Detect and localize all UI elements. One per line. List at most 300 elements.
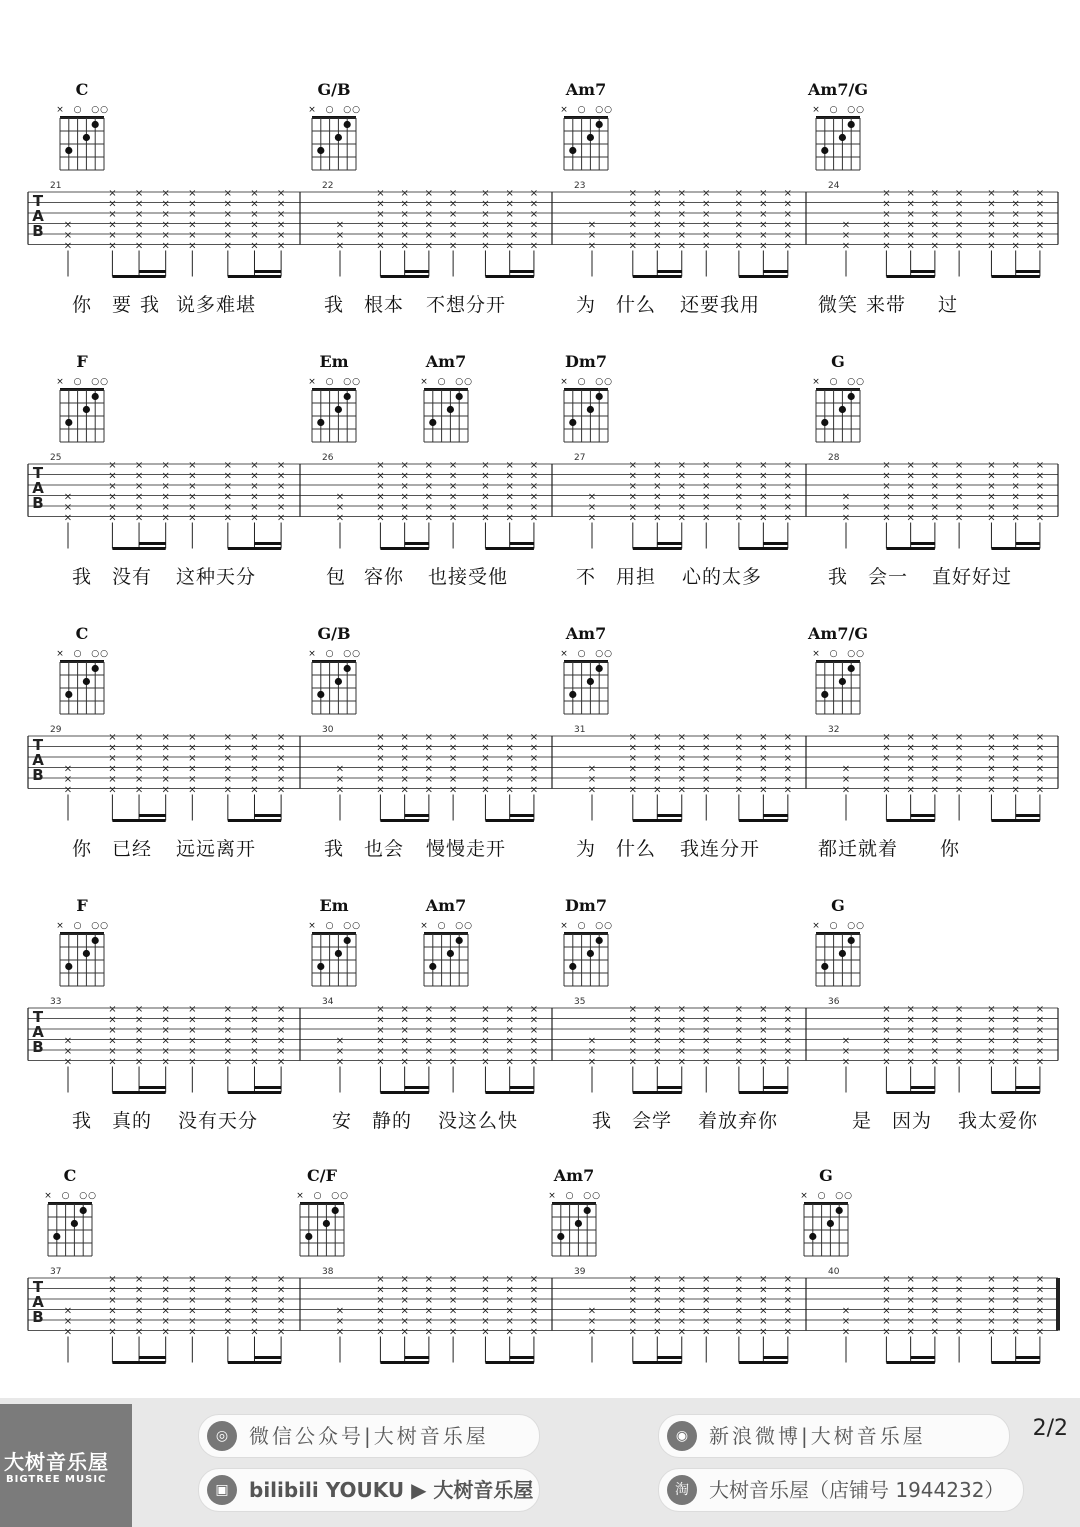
- tab-mute-mark: ×: [1011, 512, 1020, 524]
- tab-mute-mark: ×: [134, 198, 144, 210]
- tab-mute-mark: ×: [954, 763, 964, 775]
- tab-mute-mark: ×: [161, 512, 170, 524]
- tab-mute-mark: ×: [424, 1326, 434, 1338]
- chord-dot: [83, 950, 90, 957]
- tab-mute-mark: ×: [161, 198, 170, 210]
- measure-number: 33: [50, 997, 62, 1007]
- tab-mute-mark: ×: [653, 774, 662, 785]
- chord-dot: [575, 1220, 582, 1227]
- tab-mute-mark: ×: [161, 470, 170, 482]
- chord-open-mark: ○: [73, 649, 82, 659]
- tab-mute-mark: ×: [250, 481, 259, 492]
- chord-dot: [587, 406, 594, 413]
- chord-diagram: [786, 1166, 866, 1258]
- chord-diagram: [42, 624, 122, 716]
- tab-mute-mark: ×: [276, 1025, 286, 1036]
- tab-mute-mark: ×: [108, 1326, 117, 1338]
- tab-mute-mark: ×: [134, 481, 144, 492]
- tab-mute-mark: ×: [376, 1046, 385, 1057]
- tab-mute-mark: ×: [481, 1046, 490, 1057]
- tab-mute-mark: ×: [250, 1284, 259, 1296]
- tab-mute-mark: ×: [759, 1004, 768, 1015]
- tab-mute-mark: ×: [134, 230, 144, 241]
- lyric-text: 容你: [364, 566, 405, 588]
- tab-mute-mark: ×: [783, 188, 793, 199]
- tab-mute-mark: ×: [841, 1305, 851, 1317]
- tab-mute-mark: ×: [1035, 512, 1045, 524]
- tab-mute-mark: ×: [882, 209, 891, 220]
- tab-mute-mark: ×: [161, 753, 170, 764]
- tab-mute-mark: ×: [134, 1035, 144, 1047]
- chord-grid: [42, 644, 122, 716]
- tab-mute-mark: ×: [223, 1025, 233, 1036]
- chord-grid: [294, 100, 374, 172]
- chord-diagram: [406, 896, 486, 988]
- tab-mute-mark: ×: [276, 1326, 286, 1338]
- chord-grid: [294, 372, 374, 444]
- tab-mute-mark: ×: [1035, 1046, 1045, 1057]
- tab-mute-mark: ×: [677, 198, 686, 210]
- tab-mute-mark: ×: [759, 219, 768, 231]
- chord-grid: [42, 916, 122, 988]
- tab-mute-mark: ×: [108, 1014, 117, 1026]
- tab-mute-mark: ×: [376, 512, 385, 524]
- chord-dot: [848, 937, 855, 944]
- tab-mute-mark: ×: [108, 1035, 117, 1047]
- tab-mute-mark: ×: [906, 1014, 915, 1026]
- tab-mute-mark: ×: [759, 470, 768, 482]
- chord-open-mark: ○: [595, 921, 604, 931]
- tab-mute-mark: ×: [188, 753, 197, 764]
- tab-mute-mark: ×: [250, 1295, 259, 1306]
- lyric-text: 着放弃你: [698, 1110, 779, 1132]
- tab-mute-mark: ×: [987, 481, 996, 492]
- tab-mute-mark: ×: [987, 1004, 996, 1015]
- lyric-text: 你: [72, 838, 93, 860]
- measure-number: 35: [574, 997, 586, 1007]
- tab-mute-mark: ×: [734, 460, 744, 471]
- tab-mute-mark: ×: [702, 1316, 711, 1327]
- chord-diagram: [546, 80, 626, 172]
- tab-mute-mark: ×: [223, 1295, 233, 1306]
- measure-number: 40: [828, 1267, 840, 1277]
- chord-dot: [569, 963, 576, 970]
- tab-mute-mark: ×: [223, 512, 233, 524]
- tab-mute-mark: ×: [376, 491, 385, 503]
- tab-mute-mark: ×: [134, 1316, 144, 1327]
- lyric-text: 为: [576, 294, 597, 316]
- tab-mute-mark: ×: [250, 230, 259, 241]
- tab-mute-mark: ×: [783, 1014, 793, 1026]
- tab-mute-mark: ×: [759, 1326, 768, 1338]
- tab-mute-mark: ×: [250, 763, 259, 775]
- tab-mute-mark: ×: [954, 1035, 964, 1047]
- tab-mute-mark: ×: [1035, 1014, 1045, 1026]
- tab-mute-mark: ×: [529, 753, 539, 764]
- tab-mute-mark: ×: [628, 1046, 637, 1057]
- tab-mute-mark: ×: [223, 188, 233, 199]
- tab-mute-mark: ×: [759, 774, 768, 785]
- tab-mute-mark: ×: [906, 732, 915, 743]
- tab-mute-mark: ×: [628, 1295, 637, 1306]
- tab-mute-mark: ×: [335, 240, 345, 252]
- tab-mute-mark: ×: [376, 1056, 385, 1068]
- tab-mute-mark: ×: [882, 1274, 891, 1285]
- chord-open-mark: ○: [592, 1191, 600, 1201]
- tab-mute-mark: ×: [448, 512, 458, 524]
- chord-open-mark: ×: [56, 649, 64, 659]
- tab-mute-mark: ×: [63, 512, 73, 524]
- tab-mute-mark: ×: [250, 460, 259, 471]
- tab-mute-mark: ×: [1035, 219, 1045, 231]
- tab-mute-mark: ×: [783, 1316, 793, 1327]
- tab-mute-mark: ×: [906, 774, 915, 785]
- tab-mute-mark: ×: [134, 784, 144, 796]
- chord-open-mark: ○: [604, 649, 612, 659]
- chord-dot: [836, 1207, 843, 1214]
- tab-mute-mark: ×: [424, 188, 434, 199]
- tab-mute-mark: ×: [783, 1326, 793, 1338]
- wechat-text: 微信公众号|大树音乐屋: [249, 1424, 489, 1448]
- tab-mute-mark: ×: [223, 230, 233, 241]
- tab-mute-mark: ×: [1011, 198, 1020, 210]
- tab-clef-letter: B: [32, 1308, 44, 1326]
- tab-mute-mark: ×: [702, 1056, 711, 1068]
- lyric-text: 慢慢走开: [426, 838, 507, 860]
- tab-mute-mark: ×: [954, 512, 964, 524]
- tab-mute-mark: ×: [882, 512, 891, 524]
- tab-mute-mark: ×: [987, 763, 996, 775]
- tab-mute-mark: ×: [188, 1035, 197, 1047]
- chord-dot: [821, 419, 828, 426]
- tab-mute-mark: ×: [481, 502, 490, 513]
- chord-dot: [809, 1233, 816, 1240]
- lyric-text: 安: [332, 1110, 353, 1132]
- chord-open-mark: ○: [829, 377, 838, 387]
- chord-dot: [429, 963, 436, 970]
- tab-mute-mark: ×: [702, 753, 711, 764]
- tab-mute-mark: ×: [188, 198, 197, 210]
- tab-mute-mark: ×: [276, 230, 286, 241]
- chord-diagram: [42, 80, 122, 172]
- tab-mute-mark: ×: [734, 1316, 744, 1327]
- chord-grid: [786, 1186, 866, 1258]
- tab-mute-mark: ×: [759, 1295, 768, 1306]
- tab-mute-mark: ×: [481, 188, 490, 199]
- footer-bar: [0, 1398, 1080, 1527]
- tab-mute-mark: ×: [505, 1046, 514, 1057]
- tab-mute-mark: ×: [108, 230, 117, 241]
- tab-mute-mark: ×: [276, 1305, 286, 1317]
- tab-mute-mark: ×: [954, 230, 964, 241]
- tab-mute-mark: ×: [529, 481, 539, 492]
- tab-mute-mark: ×: [677, 763, 686, 775]
- tab-mute-mark: ×: [930, 1056, 940, 1068]
- lyric-text: 什么: [616, 838, 657, 860]
- tab-mute-mark: ×: [954, 470, 964, 482]
- tab-mute-mark: ×: [400, 502, 409, 513]
- tab-mute-mark: ×: [505, 240, 514, 252]
- tab-mute-mark: ×: [63, 784, 73, 796]
- tab-mute-mark: ×: [702, 763, 711, 775]
- tab-mute-mark: ×: [400, 512, 409, 524]
- lyric-text: 没有: [112, 566, 153, 588]
- tab-mute-mark: ×: [734, 1035, 744, 1047]
- tab-mute-mark: ×: [930, 763, 940, 775]
- tab-mute-mark: ×: [930, 1004, 940, 1015]
- tab-mute-mark: ×: [424, 491, 434, 503]
- tab-mute-mark: ×: [930, 1316, 940, 1327]
- chord-open-mark: ○: [343, 921, 352, 931]
- chord-open-mark: ×: [812, 105, 820, 115]
- tab-mute-mark: ×: [783, 1025, 793, 1036]
- tab-mute-mark: ×: [587, 1035, 597, 1047]
- tab-mute-mark: ×: [759, 1046, 768, 1057]
- chord-name: Am7: [425, 896, 467, 915]
- tab-mute-mark: ×: [276, 491, 286, 503]
- tab-mute-mark: ×: [424, 1295, 434, 1306]
- tab-mute-mark: ×: [734, 742, 744, 754]
- tab-mute-mark: ×: [108, 732, 117, 743]
- tab-mute-mark: ×: [108, 1004, 117, 1015]
- tab-mute-mark: ×: [505, 209, 514, 220]
- tab-mute-mark: ×: [529, 1284, 539, 1296]
- tab-mute-mark: ×: [734, 1056, 744, 1068]
- tab-mute-mark: ×: [376, 460, 385, 471]
- chord-grid: [798, 916, 878, 988]
- tab-mute-mark: ×: [987, 753, 996, 764]
- tab-mute-mark: ×: [400, 491, 409, 503]
- measure-number: 21: [50, 181, 62, 191]
- chord-dot: [332, 1207, 339, 1214]
- tab-mute-mark: ×: [188, 512, 197, 524]
- tab-mute-mark: ×: [376, 763, 385, 775]
- tab-mute-mark: ×: [783, 1056, 793, 1068]
- tab-mute-mark: ×: [677, 784, 686, 796]
- tab-mute-mark: ×: [930, 742, 940, 754]
- tab-mute-mark: ×: [448, 1326, 458, 1338]
- tab-mute-mark: ×: [702, 198, 711, 210]
- tab-mute-mark: ×: [930, 1046, 940, 1057]
- tab-mute-mark: ×: [376, 732, 385, 743]
- tab-mute-mark: ×: [108, 470, 117, 482]
- tab-mute-mark: ×: [702, 230, 711, 241]
- tab-mute-mark: ×: [161, 1305, 170, 1317]
- tab-mute-mark: ×: [400, 460, 409, 471]
- tab-mute-mark: ×: [505, 1004, 514, 1015]
- chord-diagram: [534, 1166, 614, 1258]
- tab-mute-mark: ×: [1035, 1035, 1045, 1047]
- tab-mute-mark: ×: [841, 219, 851, 231]
- tab-mute-mark: ×: [108, 209, 117, 220]
- tab-mute-mark: ×: [930, 1305, 940, 1317]
- tab-mute-mark: ×: [653, 1004, 662, 1015]
- tab-mute-mark: ×: [223, 763, 233, 775]
- tab-mute-mark: ×: [906, 784, 915, 796]
- tab-mute-mark: ×: [63, 1056, 73, 1068]
- tab-mute-mark: ×: [400, 219, 409, 231]
- tab-mute-mark: ×: [1011, 1035, 1020, 1047]
- tab-clef-letter: A: [32, 207, 44, 225]
- lyric-text: 我: [324, 294, 345, 316]
- tab-mute-mark: ×: [250, 784, 259, 796]
- tab-mute-mark: ×: [529, 230, 539, 241]
- tab-mute-mark: ×: [400, 1056, 409, 1068]
- tab-mute-mark: ×: [529, 784, 539, 796]
- tab-mute-mark: ×: [677, 470, 686, 482]
- tab-mute-mark: ×: [134, 460, 144, 471]
- tab-mute-mark: ×: [759, 230, 768, 241]
- tab-clef-letter: B: [32, 494, 44, 512]
- tab-mute-mark: ×: [188, 470, 197, 482]
- lyric-text: 也接受他: [428, 566, 509, 588]
- tab-mute-mark: ×: [759, 1035, 768, 1047]
- chord-open-mark: ○: [829, 921, 838, 931]
- tab-mute-mark: ×: [930, 240, 940, 252]
- tab-mute-mark: ×: [276, 460, 286, 471]
- tab-mute-mark: ×: [930, 732, 940, 743]
- chord-open-mark: ○: [325, 921, 334, 931]
- tab-clef-letter: A: [32, 1293, 44, 1311]
- tab-mute-mark: ×: [400, 230, 409, 241]
- tab-mute-mark: ×: [134, 1004, 144, 1015]
- tab-mute-mark: ×: [424, 784, 434, 796]
- tab-mute-mark: ×: [188, 1284, 197, 1296]
- tab-mute-mark: ×: [376, 1284, 385, 1296]
- chord-open-mark: ○: [847, 377, 856, 387]
- tab-mute-mark: ×: [587, 1316, 597, 1327]
- tab-mute-mark: ×: [628, 188, 637, 199]
- lyric-text: 包: [326, 566, 347, 588]
- tab-mute-mark: ×: [250, 1274, 259, 1285]
- tab-mute-mark: ×: [653, 1305, 662, 1317]
- tab-mute-mark: ×: [529, 219, 539, 231]
- tab-mute-mark: ×: [448, 732, 458, 743]
- tab-mute-mark: ×: [1011, 1025, 1020, 1036]
- lyric-text: 也会: [364, 838, 405, 860]
- measure-number: 23: [574, 181, 586, 191]
- tab-mute-mark: ×: [250, 198, 259, 210]
- taobao-icon: 淘: [667, 1475, 697, 1505]
- tab-mute-mark: ×: [134, 1046, 144, 1057]
- tab-clef-letter: B: [32, 766, 44, 784]
- tab-mute-mark: ×: [529, 1035, 539, 1047]
- chord-name: Am7: [553, 1166, 595, 1185]
- chord-open-mark: ×: [560, 921, 568, 931]
- chord-open-mark: ○: [856, 649, 864, 659]
- lyric-text: 我连分开: [680, 838, 761, 860]
- tab-mute-mark: ×: [505, 1025, 514, 1036]
- tab-mute-mark: ×: [702, 732, 711, 743]
- tab-mute-mark: ×: [677, 1046, 686, 1057]
- lyric-text: 会一: [868, 566, 909, 588]
- chord-dot: [335, 406, 342, 413]
- chord-grid: [294, 916, 374, 988]
- tab-mute-mark: ×: [448, 1284, 458, 1296]
- measure-number: 36: [828, 997, 840, 1007]
- tab-mute-mark: ×: [882, 763, 891, 775]
- chord-diagram: [546, 352, 626, 444]
- tab-mute-mark: ×: [400, 470, 409, 482]
- tab-mute-mark: ×: [987, 784, 996, 796]
- tab-mute-mark: ×: [677, 1274, 686, 1285]
- tab-mute-mark: ×: [587, 1056, 597, 1068]
- tab-mute-mark: ×: [841, 512, 851, 524]
- measure-number: 27: [574, 453, 586, 463]
- tab-mute-mark: ×: [250, 1316, 259, 1327]
- tab-mute-mark: ×: [587, 491, 597, 503]
- tab-mute-mark: ×: [223, 1326, 233, 1338]
- tab-mute-mark: ×: [424, 240, 434, 252]
- tab-mute-mark: ×: [987, 1025, 996, 1036]
- tab-clef-letter: A: [32, 751, 44, 769]
- tab-mute-mark: ×: [677, 1025, 686, 1036]
- wechat-icon: ◎: [207, 1421, 237, 1451]
- tab-mute-mark: ×: [448, 198, 458, 210]
- brand-name-cn: 大树音乐屋: [4, 1450, 109, 1474]
- tab-mute-mark: ×: [448, 1274, 458, 1285]
- tab-mute-mark: ×: [677, 1295, 686, 1306]
- tab-mute-mark: ×: [987, 209, 996, 220]
- chord-diagram: [294, 80, 374, 172]
- tab-mute-mark: ×: [653, 460, 662, 471]
- chord-name: G: [831, 896, 845, 915]
- shop-pill: [658, 1468, 1024, 1512]
- tab-mute-mark: ×: [223, 481, 233, 492]
- tab-mute-mark: ×: [134, 1295, 144, 1306]
- tab-mute-mark: ×: [930, 491, 940, 503]
- tab-mute-mark: ×: [505, 198, 514, 210]
- tab-mute-mark: ×: [250, 209, 259, 220]
- tab-mute-mark: ×: [628, 209, 637, 220]
- page-number: 2/2: [1032, 1416, 1068, 1441]
- tab-mute-mark: ×: [783, 742, 793, 754]
- tab-mute-mark: ×: [400, 198, 409, 210]
- tab-mute-mark: ×: [1011, 1056, 1020, 1068]
- tab-mute-mark: ×: [400, 742, 409, 754]
- tab-mute-mark: ×: [783, 481, 793, 492]
- tab-mute-mark: ×: [882, 1056, 891, 1068]
- tab-mute-mark: ×: [424, 512, 434, 524]
- tab-mute-mark: ×: [1011, 209, 1020, 220]
- tab-mute-mark: ×: [653, 753, 662, 764]
- chord-dot: [92, 393, 99, 400]
- tab-mute-mark: ×: [841, 491, 851, 503]
- tab-mute-mark: ×: [448, 502, 458, 513]
- tab-mute-mark: ×: [954, 198, 964, 210]
- tab-mute-mark: ×: [587, 230, 597, 241]
- chord-open-mark: ○: [829, 105, 838, 115]
- video-pill: [198, 1468, 540, 1512]
- chord-name: G/B: [317, 80, 351, 99]
- chord-name: G: [831, 352, 845, 371]
- tab-mute-mark: ×: [906, 491, 915, 503]
- tab-mute-mark: ×: [529, 502, 539, 513]
- tab-mute-mark: ×: [424, 1046, 434, 1057]
- chord-grid: [294, 644, 374, 716]
- tab-mute-mark: ×: [841, 763, 851, 775]
- tab-mute-mark: ×: [108, 188, 117, 199]
- chord-dot: [344, 665, 351, 672]
- tab-mute-mark: ×: [783, 1004, 793, 1015]
- tab-mute-mark: ×: [759, 502, 768, 513]
- tab-mute-mark: ×: [734, 1274, 744, 1285]
- chord-open-mark: ×: [308, 377, 316, 387]
- tab-mute-mark: ×: [400, 784, 409, 796]
- tab-mute-mark: ×: [882, 1326, 891, 1338]
- tab-mute-mark: ×: [529, 198, 539, 210]
- chord-diagram: [798, 352, 878, 444]
